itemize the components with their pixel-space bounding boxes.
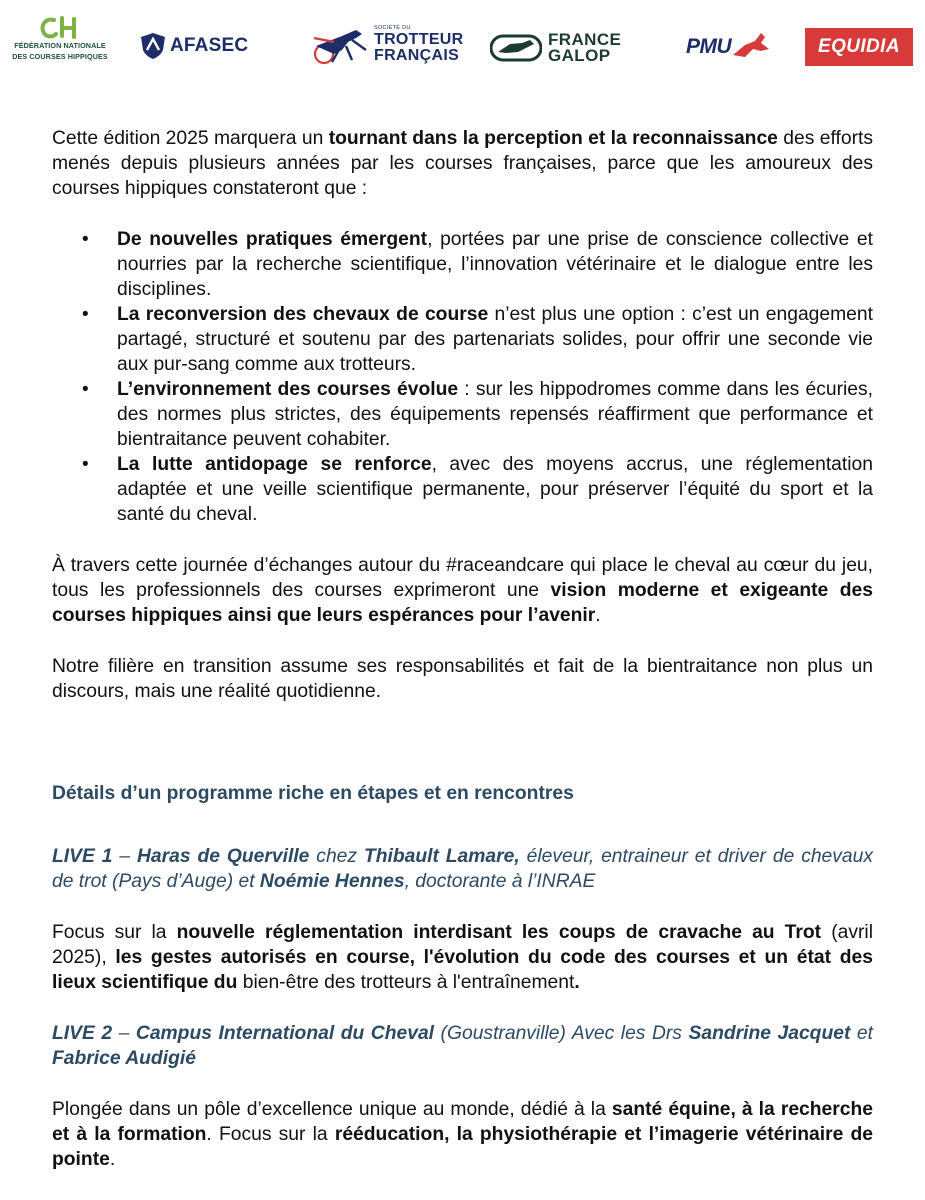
fncf-name-2: DES COURSES HIPPIQUES (12, 51, 108, 61)
document-body (52, 126, 873, 1172)
trotteur-francais-logo (312, 22, 464, 68)
focus-1-paragraph: Focus sur la nouvelle réglementation interdisant les coups de cravache au Trot (avril 2025), les gestes autorisés en course, l'évolution du code des courses et un état des lieux scientifique du bien-être des trotteurs à l'entraînement. (52, 922, 873, 993)
france-galop-line2: GALOP (548, 46, 611, 65)
section-title: Détails d’un programme riche en étapes et en rencontres (52, 783, 574, 804)
list-item: • La lutte antidopage se renforce, avec des moyens accrus, une réglementation adaptée et une veille scientifique permanente, pour préserver l’équité du sport et la santé du cheval. (52, 452, 873, 527)
live-1-heading: LIVE 1 – Haras de Querville chez Thibault Lamare, éleveur, entraineur et driver de chevaux de trot (Pays d’Auge) et Noémie Hennes, doctorante à l’INRAE (52, 846, 874, 892)
intro-paragraph: Cette édition 2025 marquera un tournant dans la perception et la reconnaissance des efforts menés depuis plusieurs années par les courses françaises, parce que les amoureux des courses hippiques constateront que : (52, 128, 874, 199)
afasec-logo (140, 30, 248, 62)
focus-2-paragraph: Plongée dans un pôle d’excellence unique au monde, dédié à la santé équine, à la recherche et à la formation. Focus sur la rééducation, la physiothérapie et l’imagerie vétérinaire de pointe. (52, 1099, 874, 1170)
equidia-logo (805, 28, 913, 66)
pmu-wordmark: PMU (686, 35, 732, 58)
afasec-shield-icon (140, 32, 166, 60)
stf-line1: TROTTEUR (374, 30, 464, 48)
france-galop-logo (490, 28, 621, 68)
fncf-name: FÉDÉRATION NATIONALE (14, 41, 106, 50)
france-galop-line1: FRANCE (548, 30, 622, 49)
equidia-wordmark: EQUIDIA (818, 36, 900, 57)
transition-paragraph: Notre filière en transition assume ses responsabilités et fait de la bientraitance non plus un discours, mais une réalité quotidienne. (52, 656, 873, 702)
list-item: • La reconversion des chevaux de course n’est plus une option : c’est un engagement partagé, structuré et soutenu par des partenariats solides, pour offrir une seconde vie aux pur-sang comme aux trotteurs. (52, 302, 873, 377)
pmu-logo (686, 30, 771, 64)
raceandcare-paragraph: À travers cette journée d’échanges autour du #raceandcare qui place le cheval au cœur du jeu, tous les professionnels des courses exprimeront une vision moderne et exigeante des courses hippiques ainsi que leurs espérances pour l’avenir. (52, 555, 873, 626)
live-2-heading: LIVE 2 – Campus International du Cheval (Goustranville) Avec les Drs Sandrine Jacquet et Fabrice Audigié (52, 1023, 873, 1069)
list-item: • L’environnement des courses évolue : sur les hippodromes comme dans les écuries, des normes plus strictes, des équipements repensés réaffirment que performance et bientraitance peuvent cohabiter. (52, 377, 873, 452)
list-item: • De nouvelles pratiques émergent, portées par une prise de conscience collective et nourries par la recherche scientifique, l’innovation vétérinaire et le dialogue entre les disciplines. (52, 227, 873, 302)
partner-logos-bar (0, 0, 925, 90)
pmu-horse-icon (731, 31, 771, 63)
trotting-horse-icon (312, 24, 370, 66)
fncf-logo (10, 16, 110, 70)
stf-top: SOCIÉTÉ DU (374, 25, 411, 32)
afasec-wordmark: AFASEC (170, 35, 249, 56)
stf-line2: FRANÇAIS (374, 46, 460, 64)
highlights-list (52, 227, 873, 527)
fncf-ch-icon (38, 16, 82, 40)
france-galop-horse-icon (490, 33, 542, 63)
